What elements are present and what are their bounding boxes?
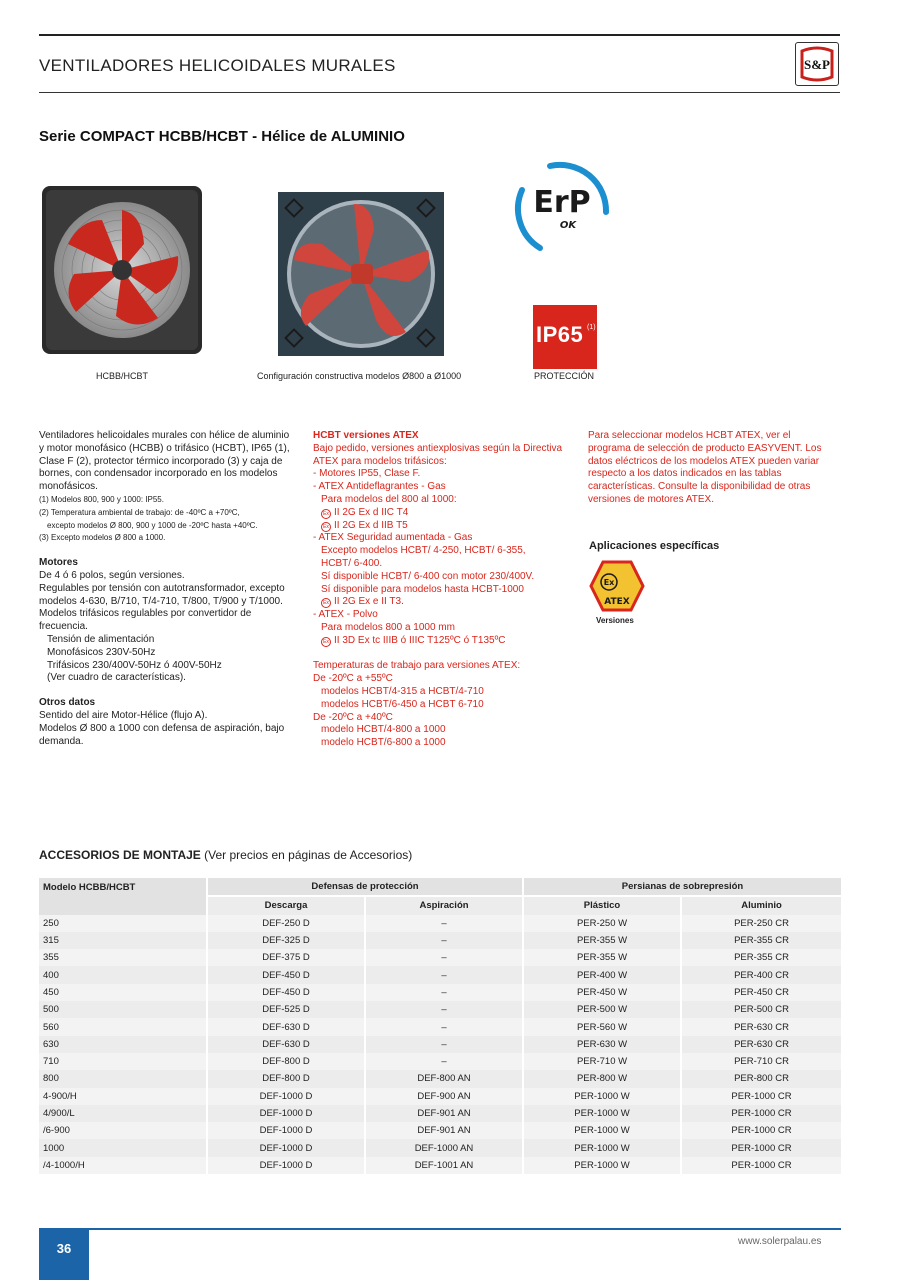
atex-heading: HCBT versiones ATEX	[313, 430, 419, 441]
temp-line: De -20ºC a +40ºC	[313, 711, 393, 723]
atex-hexagon-icon	[589, 560, 645, 612]
accessory-cell: PER-250 W	[523, 915, 681, 932]
atex-line: - Motores IP55, Clase F.	[313, 468, 421, 480]
atex-badge-text: ATEX	[604, 597, 630, 607]
accessory-cell: DEF-900 AN	[365, 1088, 523, 1105]
motores-heading: Motores	[39, 557, 78, 569]
atex-line: - ATEX Seguridad aumentada - Gas	[313, 532, 473, 544]
ex-icon: Ex	[321, 509, 331, 519]
ip-caption: PROTECCIÓN	[534, 371, 595, 381]
accessory-cell: DEF-375 D	[207, 949, 365, 966]
header-aspiracion: Aspiración	[365, 896, 523, 914]
applications-heading: Aplicaciones específicas	[589, 540, 720, 552]
accessory-cell: –	[365, 1001, 523, 1018]
accessories-table-body	[39, 915, 841, 1174]
accessory-cell: DEF-450 D	[207, 984, 365, 1001]
ip65-badge	[533, 305, 597, 369]
atex-badge-ex: Ex	[603, 578, 615, 587]
atex-line: - ATEX Antideflagrantes - Gas	[313, 481, 446, 493]
easyvent-note: Para seleccionar modelos HCBT ATEX, ver el programa de selección de producto EASYVENT. Los datos eléctricos de los modelos ATEX pueden variar respecto a los datos indicados en las tablas características. Consulte la disponibilidad de otras versiones de motores ATEX.	[588, 430, 822, 505]
header-persianas: Persianas de sobrepresión	[523, 878, 841, 896]
motores-line: De 4 ó 6 polos, según versiones.	[39, 569, 185, 581]
erp-text: ErP	[533, 185, 591, 220]
accessory-cell: DEF-1000 D	[207, 1122, 365, 1139]
accessory-cell: PER-355 W	[523, 949, 681, 966]
accessory-cell: PER-1000 CR	[681, 1105, 841, 1122]
model-cell: 450	[39, 984, 207, 1001]
accessory-cell: PER-1000 CR	[681, 1088, 841, 1105]
accessory-cell: PER-400 W	[523, 966, 681, 983]
fan1-caption: HCBB/HCBT	[96, 371, 149, 381]
accessory-cell: DEF-1000 D	[207, 1105, 365, 1122]
website-link[interactable]: www.solerpalau.es	[738, 1236, 822, 1247]
table-row	[39, 949, 841, 966]
accessory-cell: PER-250 CR	[681, 915, 841, 932]
header-plastico: Plástico	[523, 896, 681, 914]
atex-column	[313, 430, 563, 750]
table-row	[39, 966, 841, 983]
erp-icon	[510, 160, 615, 260]
applications-caption: Versiones	[596, 616, 634, 625]
model-cell: 250	[39, 915, 207, 932]
accessory-cell: –	[365, 966, 523, 983]
logo-text: S&P	[804, 57, 830, 72]
model-cell: /4-1000/H	[39, 1157, 207, 1174]
erp-sub: OK	[559, 220, 577, 231]
page-title: VENTILADORES HELICOIDALES MURALES	[39, 56, 396, 75]
accessory-cell: PER-355 W	[523, 932, 681, 949]
accessory-cell: DEF-1000 AN	[365, 1139, 523, 1156]
accessory-cell: DEF-1000 D	[207, 1139, 365, 1156]
erp-badge	[510, 160, 615, 260]
header-top-rule	[39, 34, 840, 36]
accessory-cell: DEF-325 D	[207, 932, 365, 949]
table-row	[39, 932, 841, 949]
accessories-title	[39, 848, 412, 862]
accessory-cell: DEF-901 AN	[365, 1105, 523, 1122]
accessories-heading: ACCESORIOS DE MONTAJE	[39, 848, 201, 862]
model-cell: /6-900	[39, 1122, 207, 1139]
accessory-cell: PER-1000 W	[523, 1157, 681, 1174]
accessory-cell: –	[365, 1018, 523, 1035]
motores-line: Regulables por tensión con autotransformador, excepto modelos 4-630, B/710, T/4-710, T/800, T/900 y T/1000.	[39, 582, 285, 607]
header-descarga: Descarga	[207, 896, 365, 914]
page-number: 36	[39, 1230, 89, 1280]
accessory-cell: PER-355 CR	[681, 949, 841, 966]
accessory-cell: PER-1000 CR	[681, 1122, 841, 1139]
table-row	[39, 1088, 841, 1105]
atex-intro: Bajo pedido, versiones antiexplosivas según la Directiva ATEX para modelos trifásicos:	[313, 442, 563, 467]
model-cell: 355	[39, 949, 207, 966]
table-row	[39, 1053, 841, 1070]
model-cell: 315	[39, 932, 207, 949]
table-row	[39, 1105, 841, 1122]
temp-line: Temperaturas de trabajo para versiones ATEX:	[313, 660, 521, 672]
table-row	[39, 1001, 841, 1018]
note-3: (3) Excepto modelos Ø 800 a 1000.	[39, 533, 166, 543]
model-cell: 400	[39, 966, 207, 983]
ex-icon: Ex	[321, 598, 331, 608]
tension-line: (Ver cuadro de características).	[47, 672, 186, 684]
accessory-cell: PER-1000 CR	[681, 1139, 841, 1156]
fan2-caption: Configuración constructiva modelos Ø800 a Ø1000	[257, 371, 462, 381]
model-cell: 4-900/H	[39, 1088, 207, 1105]
model-cell: 630	[39, 1036, 207, 1053]
table-row	[39, 1139, 841, 1156]
atex-line: - ATEX - Polvo	[313, 609, 378, 621]
accessory-cell: PER-630 CR	[681, 1018, 841, 1035]
otros-heading: Otros datos	[39, 697, 96, 709]
accessory-cell: PER-1000 CR	[681, 1157, 841, 1174]
model-cell: 4/900/L	[39, 1105, 207, 1122]
fan-large-config-image	[276, 190, 446, 358]
atex-line: HCBT/ 6-400.	[321, 557, 383, 569]
header-bottom-rule	[39, 92, 840, 93]
atex-line: II 3D Ex tc IIIB ó IIIC T125ºC ó T135ºC	[334, 634, 506, 646]
accessory-cell: –	[365, 915, 523, 932]
accessory-cell: –	[365, 949, 523, 966]
otros-line: Modelos Ø 800 a 1000 con defensa de aspiración, bajo demanda.	[39, 722, 285, 747]
model-cell: 500	[39, 1001, 207, 1018]
model-cell: 560	[39, 1018, 207, 1035]
note-2: (2) Temperatura ambiental de trabajo: de -40ºC a +70ºC,	[39, 507, 240, 517]
temp-line: De -20ºC a +55ºC	[313, 673, 393, 685]
temp-line: modelos HCBT/4-315 a HCBT/4-710	[321, 685, 484, 697]
table-row	[39, 915, 841, 932]
atex-line: Sí disponible HCBT/ 6-400 con motor 230/400V.	[321, 570, 535, 582]
atex-badge	[589, 560, 645, 612]
ip65-note: (1)	[587, 324, 596, 331]
atex-line: II 2G Ex d IIC T4	[334, 506, 409, 518]
footer-rule	[39, 1228, 841, 1230]
atex-line: Para modelos del 800 al 1000:	[321, 493, 457, 505]
motores-line: Modelos trifásicos regulables por convertidor de frecuencia.	[39, 608, 252, 633]
model-cell: 800	[39, 1070, 207, 1087]
accessory-cell: PER-1000 W	[523, 1139, 681, 1156]
table-row	[39, 1018, 841, 1035]
table-row	[39, 1122, 841, 1139]
accessory-cell: PER-450 W	[523, 984, 681, 1001]
accessory-cell: PER-450 CR	[681, 984, 841, 1001]
accessory-cell: DEF-630 D	[207, 1018, 365, 1035]
atex-line: Para modelos 800 a 1000 mm	[321, 621, 455, 633]
description-column	[39, 430, 294, 748]
note-2b: excepto modelos Ø 800, 900 y 1000 de -20ºC hasta +40ºC.	[47, 520, 258, 530]
accessory-cell: –	[365, 932, 523, 949]
accessory-cell: PER-800 CR	[681, 1070, 841, 1087]
accessory-cell: –	[365, 1053, 523, 1070]
sp-logo-icon	[796, 43, 838, 85]
atex-line: Sí disponible para modelos hasta HCBT-1000	[321, 583, 524, 595]
header-model: Modelo HCBB/HCBT	[39, 878, 207, 915]
table-row	[39, 1070, 841, 1087]
temp-line: modelo HCBT/4-800 a 1000	[321, 724, 446, 736]
header-aluminio: Aluminio	[681, 896, 841, 914]
series-title: Serie COMPACT HCBB/HCBT - Hélice de ALUMINIO	[39, 128, 405, 145]
accessory-cell: PER-355 CR	[681, 932, 841, 949]
accessory-cell: PER-400 CR	[681, 966, 841, 983]
accessory-cell: –	[365, 1036, 523, 1053]
accessory-cell: DEF-630 D	[207, 1036, 365, 1053]
accessory-cell: PER-1000 W	[523, 1122, 681, 1139]
accessory-cell: PER-710 W	[523, 1053, 681, 1070]
temp-line: modelo HCBT/6-800 a 1000	[321, 737, 446, 749]
accessory-cell: DEF-1000 D	[207, 1088, 365, 1105]
accessory-cell: PER-1000 W	[523, 1088, 681, 1105]
accessory-cell: DEF-1001 AN	[365, 1157, 523, 1174]
accessory-cell: DEF-800 AN	[365, 1070, 523, 1087]
model-cell: 1000	[39, 1139, 207, 1156]
accessory-cell: DEF-250 D	[207, 915, 365, 932]
accessory-cell: PER-800 W	[523, 1070, 681, 1087]
fan-hcbb-image	[40, 184, 205, 356]
accessory-cell: DEF-525 D	[207, 1001, 365, 1018]
accessory-cell: PER-710 CR	[681, 1053, 841, 1070]
accessory-cell: DEF-800 D	[207, 1070, 365, 1087]
tension-line: Monofásicos 230V-50Hz	[47, 646, 156, 658]
atex-line: Excepto modelos HCBT/ 4-250, HCBT/ 6-355,	[321, 545, 526, 557]
tension-line: Trifásicos 230/400V-50Hz ó 400V-50Hz	[47, 659, 222, 671]
table-row	[39, 1157, 841, 1174]
note-1: (1) Modelos 800, 900 y 1000: IP55.	[39, 494, 164, 504]
accessory-cell: DEF-901 AN	[365, 1122, 523, 1139]
ex-icon: Ex	[321, 637, 331, 647]
model-cell: 710	[39, 1053, 207, 1070]
header-defensas: Defensas de protección	[207, 878, 523, 896]
tension-line: Tensión de alimentación	[47, 633, 155, 645]
accessory-cell: DEF-1000 D	[207, 1157, 365, 1174]
accessory-cell: PER-1000 W	[523, 1105, 681, 1122]
accessory-cell: PER-630 W	[523, 1036, 681, 1053]
table-row	[39, 984, 841, 1001]
ex-icon: Ex	[321, 522, 331, 532]
accessory-cell: DEF-450 D	[207, 966, 365, 983]
sp-logo	[795, 42, 839, 86]
atex-line: II 2G Ex d IIB T5	[334, 519, 408, 531]
accessory-cell: PER-560 W	[523, 1018, 681, 1035]
atex-line: II 2G Ex e II T3.	[334, 596, 404, 608]
accessory-cell: DEF-800 D	[207, 1053, 365, 1070]
temp-line: modelos HCBT/6-450 a HCBT 6-710	[321, 698, 484, 710]
intro-text: Ventiladores helicoidales murales con hélice de aluminio y motor monofásico (HCBB) o trifásico (HCBT), IP65 (1), Clase F (2), protector térmico incorporado (3) y caja de bornes, con condensador incorporado en los modelos monofásicos.	[39, 430, 290, 493]
otros-line: Sentido del aire Motor-Hélice (flujo A).	[39, 709, 208, 721]
accessory-cell: PER-630 CR	[681, 1036, 841, 1053]
accessories-subtitle: (Ver precios en páginas de Accesorios)	[204, 848, 413, 862]
table-row	[39, 1036, 841, 1053]
accessory-cell: –	[365, 984, 523, 1001]
accessory-cell: PER-500 CR	[681, 1001, 841, 1018]
ip65-text: IP65	[536, 322, 584, 347]
accessory-cell: PER-500 W	[523, 1001, 681, 1018]
accessories-table	[39, 878, 841, 1174]
